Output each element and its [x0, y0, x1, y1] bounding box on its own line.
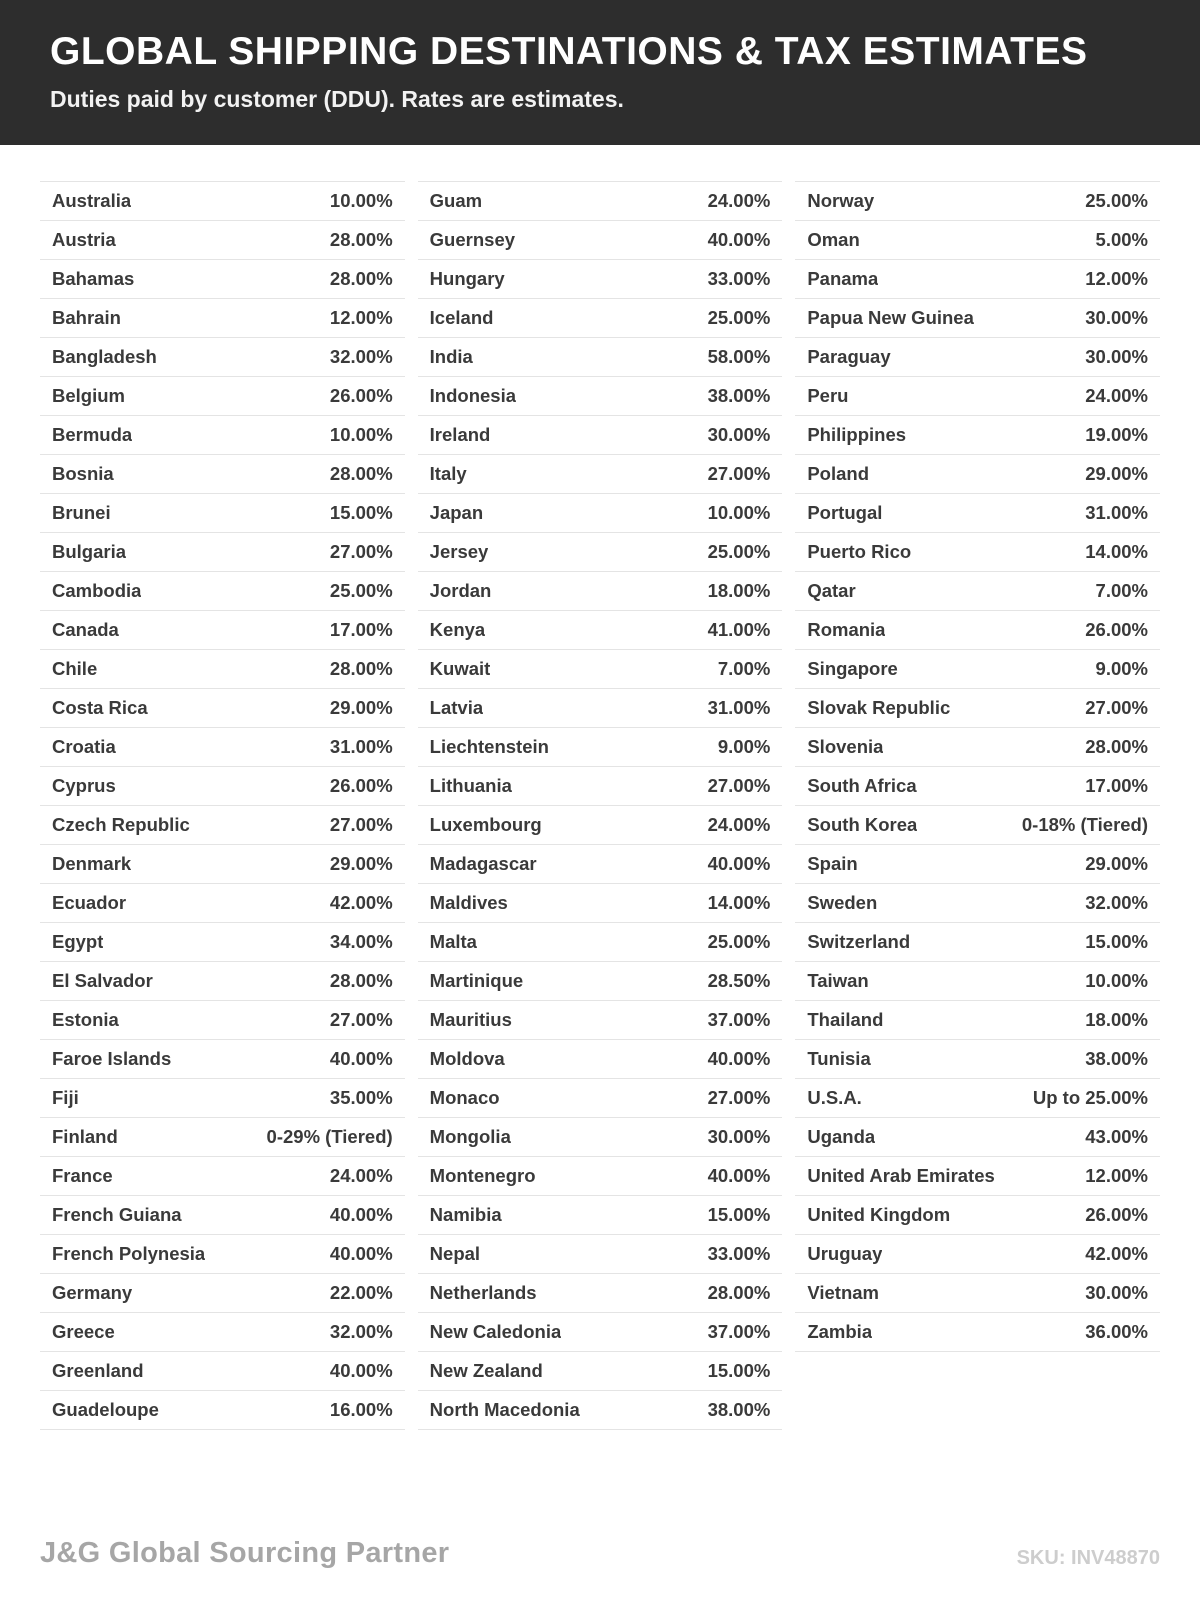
tax-rate: 15.00% [707, 1359, 771, 1381]
country-name: Mauritius [429, 1008, 512, 1030]
country-name: Costa Rica [52, 696, 148, 718]
country-name: Zambia [807, 1320, 873, 1342]
rate-row [795, 845, 1160, 884]
rate-row [40, 1001, 405, 1040]
tax-rate: 40.00% [707, 1164, 771, 1186]
tax-rate: 5.00% [1095, 228, 1149, 250]
country-name: El Salvador [52, 969, 153, 991]
rate-row [795, 689, 1160, 728]
tax-rate: 42.00% [1085, 1242, 1149, 1264]
country-name: Nepal [429, 1242, 481, 1264]
rate-row [795, 806, 1160, 845]
tax-rate: 22.00% [329, 1281, 393, 1303]
country-name: Martinique [429, 969, 524, 991]
rate-row [40, 806, 405, 845]
rate-column-1 [40, 181, 405, 1430]
tax-rate: 37.00% [707, 1320, 771, 1342]
country-name: Panama [807, 267, 879, 289]
country-name: Slovak Republic [807, 696, 951, 718]
country-name: Chile [52, 657, 98, 679]
country-name: Belgium [52, 384, 125, 406]
country-name: Cambodia [52, 579, 142, 601]
rate-row [418, 416, 783, 455]
country-name: South Korea [807, 813, 918, 835]
rate-column-3 [795, 181, 1160, 1352]
rate-row [418, 1274, 783, 1313]
tax-rate: 9.00% [1095, 657, 1149, 679]
country-name: Vietnam [807, 1281, 879, 1303]
country-name: Tunisia [807, 1047, 871, 1069]
tax-rate: 17.00% [1085, 774, 1149, 796]
rate-row [795, 377, 1160, 416]
rate-row [40, 1157, 405, 1196]
tax-rate: 31.00% [1085, 501, 1149, 523]
rate-row [418, 299, 783, 338]
tax-rate: 28.00% [329, 267, 393, 289]
tax-rate: 24.00% [707, 813, 771, 835]
rate-row [418, 650, 783, 689]
header [0, 0, 1200, 145]
rate-row [40, 962, 405, 1001]
country-name: Denmark [52, 852, 132, 874]
rate-row [795, 611, 1160, 650]
tax-rate: 40.00% [707, 228, 771, 250]
rate-row [40, 260, 405, 299]
tax-rate: 25.00% [1085, 189, 1149, 211]
country-name: Namibia [429, 1203, 502, 1225]
rate-row [795, 923, 1160, 962]
rate-row [795, 1196, 1160, 1235]
country-name: Latvia [429, 696, 484, 718]
tax-rate: 27.00% [329, 813, 393, 835]
tax-rate: 36.00% [1085, 1320, 1149, 1342]
tax-rate: 15.00% [1085, 930, 1149, 952]
country-name: Portugal [807, 501, 883, 523]
country-name: Singapore [807, 657, 898, 679]
tax-rate: 25.00% [707, 306, 771, 328]
country-name: United Kingdom [807, 1203, 951, 1225]
country-name: Brunei [52, 501, 111, 523]
rate-row [418, 689, 783, 728]
rate-row [40, 767, 405, 806]
rate-row [40, 1391, 405, 1430]
rate-row [418, 1040, 783, 1079]
tax-rate: 26.00% [1085, 618, 1149, 640]
tax-rate: 42.00% [329, 891, 393, 913]
rate-row [40, 689, 405, 728]
rate-row [418, 806, 783, 845]
tax-rate: 28.50% [707, 969, 771, 991]
rate-row [418, 728, 783, 767]
tax-rate: 25.00% [707, 540, 771, 562]
tax-rate: 25.00% [329, 579, 393, 601]
rate-row [40, 650, 405, 689]
tax-rate: 14.00% [1085, 540, 1149, 562]
country-name: Malta [429, 930, 477, 952]
rate-row [418, 962, 783, 1001]
country-name: Bulgaria [52, 540, 127, 562]
rate-row [418, 1391, 783, 1430]
tax-rate: 9.00% [717, 735, 771, 757]
tax-rate: 15.00% [329, 501, 393, 523]
country-name: Thailand [807, 1008, 884, 1030]
country-name: Greece [52, 1320, 115, 1342]
rate-column-2 [418, 181, 783, 1430]
country-name: Switzerland [807, 930, 911, 952]
country-name: Czech Republic [52, 813, 190, 835]
country-name: Croatia [52, 735, 116, 757]
footer [40, 1537, 1160, 1570]
tax-rate: 28.00% [329, 969, 393, 991]
tax-rate: 26.00% [1085, 1203, 1149, 1225]
tax-rate: 41.00% [707, 618, 771, 640]
country-name: Faroe Islands [52, 1047, 172, 1069]
rate-row [795, 767, 1160, 806]
rate-row [40, 494, 405, 533]
rate-row [40, 1196, 405, 1235]
rate-row [795, 416, 1160, 455]
rate-row [795, 182, 1160, 221]
rate-row [40, 299, 405, 338]
rate-row [418, 338, 783, 377]
rate-row [795, 962, 1160, 1001]
country-name: Ecuador [52, 891, 127, 913]
tax-rate: 26.00% [329, 384, 393, 406]
tax-rate: 32.00% [1085, 891, 1149, 913]
tax-rate: 38.00% [707, 1398, 771, 1420]
country-name: France [52, 1164, 113, 1186]
rate-row [418, 1157, 783, 1196]
rate-row [418, 1235, 783, 1274]
rate-row [795, 1235, 1160, 1274]
tax-rate: 27.00% [707, 774, 771, 796]
tax-rate: 7.00% [717, 657, 771, 679]
country-name: Austria [52, 228, 116, 250]
country-name: Mongolia [429, 1125, 511, 1147]
country-name: Puerto Rico [807, 540, 912, 562]
country-name: Peru [807, 384, 849, 406]
rate-row [795, 338, 1160, 377]
country-name: India [429, 345, 473, 367]
tax-rate: 40.00% [329, 1359, 393, 1381]
tax-rate: 15.00% [707, 1203, 771, 1225]
tax-rate: 24.00% [1085, 384, 1149, 406]
tax-rate: 32.00% [329, 345, 393, 367]
rate-row [40, 1352, 405, 1391]
rate-row [40, 1274, 405, 1313]
country-name: New Caledonia [429, 1320, 562, 1342]
tax-rate: 27.00% [329, 540, 393, 562]
country-name: Madagascar [429, 852, 537, 874]
country-name: Montenegro [429, 1164, 536, 1186]
country-name: French Polynesia [52, 1242, 206, 1264]
rate-row [795, 1157, 1160, 1196]
tax-rate: 28.00% [707, 1281, 771, 1303]
country-name: Bangladesh [52, 345, 157, 367]
country-name: Bermuda [52, 423, 133, 445]
rate-row [795, 1274, 1160, 1313]
tax-rate: 12.00% [1085, 267, 1149, 289]
tax-rate: 27.00% [707, 462, 771, 484]
tax-rate: 17.00% [329, 618, 393, 640]
rate-row [40, 884, 405, 923]
country-name: Bahamas [52, 267, 135, 289]
tax-rate: 12.00% [329, 306, 393, 328]
rate-row [40, 845, 405, 884]
country-name: Sweden [807, 891, 878, 913]
country-name: Estonia [52, 1008, 119, 1030]
tax-rate: 7.00% [1095, 579, 1149, 601]
tax-rate: 10.00% [1085, 969, 1149, 991]
rate-row [40, 1313, 405, 1352]
rate-row [418, 767, 783, 806]
tax-rate: 10.00% [707, 501, 771, 523]
tax-rate: 33.00% [707, 1242, 771, 1264]
rate-row [418, 1001, 783, 1040]
country-name: Uganda [807, 1125, 876, 1147]
rate-row [795, 455, 1160, 494]
rate-row [418, 845, 783, 884]
rate-row [418, 1196, 783, 1235]
tax-rate: 28.00% [329, 657, 393, 679]
country-name: New Zealand [429, 1359, 543, 1381]
sku-label: SKU: INV48870 [1016, 1547, 1160, 1569]
country-name: Moldova [429, 1047, 505, 1069]
rate-row [795, 1079, 1160, 1118]
country-name: Luxembourg [429, 813, 542, 835]
country-name: Egypt [52, 930, 104, 952]
rate-row [418, 494, 783, 533]
tax-rate: 28.00% [329, 462, 393, 484]
rate-row [418, 1352, 783, 1391]
rate-row [40, 455, 405, 494]
tax-rate: 10.00% [329, 189, 393, 211]
country-name: Jersey [429, 540, 489, 562]
country-name: Hungary [429, 267, 505, 289]
rate-row [795, 221, 1160, 260]
tax-rate: 24.00% [329, 1164, 393, 1186]
tax-rate: 28.00% [329, 228, 393, 250]
tax-rate: 24.00% [707, 189, 771, 211]
country-name: French Guiana [52, 1203, 182, 1225]
tax-rate: 30.00% [1085, 306, 1149, 328]
rate-row [40, 377, 405, 416]
country-name: Guam [429, 189, 483, 211]
country-name: Qatar [807, 579, 856, 601]
country-name: Ireland [429, 423, 491, 445]
country-name: Cyprus [52, 774, 116, 796]
rate-row [418, 182, 783, 221]
rate-row [418, 884, 783, 923]
country-name: Guadeloupe [52, 1398, 159, 1420]
tax-rate: 58.00% [707, 345, 771, 367]
tax-rate: 30.00% [1085, 345, 1149, 367]
country-name: Greenland [52, 1359, 144, 1381]
rate-row [795, 533, 1160, 572]
country-name: Norway [807, 189, 875, 211]
tax-rate: 29.00% [1085, 852, 1149, 874]
country-name: Jordan [429, 579, 492, 601]
rate-row [795, 1040, 1160, 1079]
rate-row [40, 416, 405, 455]
tax-rate: 18.00% [1085, 1008, 1149, 1030]
rate-row [418, 923, 783, 962]
country-name: Iceland [429, 306, 494, 328]
country-name: Guernsey [429, 228, 516, 250]
tax-rate: 43.00% [1085, 1125, 1149, 1147]
brand-name: J&G Global Sourcing Partner [40, 1537, 450, 1569]
country-name: Fiji [52, 1086, 79, 1108]
country-name: Netherlands [429, 1281, 537, 1303]
rate-row [40, 923, 405, 962]
country-name: North Macedonia [429, 1398, 580, 1420]
country-name: Italy [429, 462, 467, 484]
country-name: United Arab Emirates [807, 1164, 995, 1186]
country-name: Bosnia [52, 462, 114, 484]
rate-row [40, 572, 405, 611]
rate-row [795, 1118, 1160, 1157]
country-name: Taiwan [807, 969, 869, 991]
tax-rate: 30.00% [707, 1125, 771, 1147]
tax-rate: 0-18% (Tiered) [1021, 813, 1149, 835]
rate-row [418, 455, 783, 494]
tax-rate: 35.00% [329, 1086, 393, 1108]
rates-table [0, 145, 1200, 1430]
rate-row [40, 728, 405, 767]
rate-row [795, 299, 1160, 338]
rate-row [795, 728, 1160, 767]
country-name: Japan [429, 501, 484, 523]
tax-rate: 32.00% [329, 1320, 393, 1342]
page-subtitle: Duties paid by customer (DDU). Rates are estimates. [50, 85, 624, 112]
country-name: Lithuania [429, 774, 512, 796]
country-name: Canada [52, 618, 119, 640]
country-name: Maldives [429, 891, 508, 913]
tax-rate: 12.00% [1085, 1164, 1149, 1186]
tax-rate: 16.00% [329, 1398, 393, 1420]
tax-rate: 34.00% [329, 930, 393, 952]
tax-rate: 29.00% [1085, 462, 1149, 484]
rate-row [795, 650, 1160, 689]
tax-rate: 33.00% [707, 267, 771, 289]
tax-rate: 37.00% [707, 1008, 771, 1030]
country-name: Bahrain [52, 306, 121, 328]
rate-row [418, 533, 783, 572]
rate-row [418, 572, 783, 611]
country-name: Paraguay [807, 345, 891, 367]
rate-row [40, 182, 405, 221]
tax-rate: 14.00% [707, 891, 771, 913]
country-name: Liechtenstein [429, 735, 549, 757]
country-name: Philippines [807, 423, 907, 445]
rate-row [40, 533, 405, 572]
rate-row [795, 494, 1160, 533]
tax-rate: 18.00% [707, 579, 771, 601]
rate-row [40, 221, 405, 260]
rate-row [418, 611, 783, 650]
country-name: Australia [52, 189, 132, 211]
rate-row [795, 1001, 1160, 1040]
country-name: Germany [52, 1281, 133, 1303]
country-name: Slovenia [807, 735, 884, 757]
tax-rate: 28.00% [1085, 735, 1149, 757]
tax-rate: 40.00% [329, 1047, 393, 1069]
tax-rate: 30.00% [707, 423, 771, 445]
tax-rate: 19.00% [1085, 423, 1149, 445]
rate-row [418, 1079, 783, 1118]
tax-rate: 25.00% [707, 930, 771, 952]
rate-row [795, 572, 1160, 611]
tax-rate: 10.00% [329, 423, 393, 445]
rate-row [418, 260, 783, 299]
page-title: GLOBAL SHIPPING DESTINATIONS & TAX ESTIMATES [50, 30, 1088, 73]
tax-rate: 27.00% [1085, 696, 1149, 718]
tax-rate: 40.00% [707, 852, 771, 874]
rate-row [418, 221, 783, 260]
country-name: U.S.A. [807, 1086, 862, 1108]
tax-rate: 27.00% [329, 1008, 393, 1030]
rate-row [40, 338, 405, 377]
rate-row [795, 260, 1160, 299]
tax-rate: 30.00% [1085, 1281, 1149, 1303]
country-name: Uruguay [807, 1242, 883, 1264]
country-name: Romania [807, 618, 886, 640]
tax-rate: 40.00% [329, 1242, 393, 1264]
tax-rate: 27.00% [707, 1086, 771, 1108]
country-name: Monaco [429, 1086, 500, 1108]
country-name: Poland [807, 462, 870, 484]
rate-row [795, 884, 1160, 923]
country-name: Kuwait [429, 657, 491, 679]
tax-rate: 26.00% [329, 774, 393, 796]
rate-row [40, 1235, 405, 1274]
country-name: Oman [807, 228, 860, 250]
rate-row [795, 1313, 1160, 1352]
rate-row [418, 377, 783, 416]
country-name: Finland [52, 1125, 118, 1147]
rate-row [40, 1118, 405, 1157]
tax-rate: 40.00% [707, 1047, 771, 1069]
country-name: Spain [807, 852, 858, 874]
country-name: Indonesia [429, 384, 517, 406]
tax-rate: 31.00% [707, 696, 771, 718]
rate-row [418, 1313, 783, 1352]
tax-rate: 38.00% [1085, 1047, 1149, 1069]
tax-rate: 40.00% [329, 1203, 393, 1225]
rate-row [40, 1079, 405, 1118]
country-name: Kenya [429, 618, 486, 640]
country-name: South Africa [807, 774, 917, 796]
tax-rate: 31.00% [329, 735, 393, 757]
rate-row [40, 1040, 405, 1079]
tax-rate: Up to 25.00% [1032, 1086, 1149, 1108]
rate-row [40, 611, 405, 650]
rate-row [418, 1118, 783, 1157]
country-name: Papua New Guinea [807, 306, 974, 328]
tax-rate: 29.00% [329, 852, 393, 874]
tax-rate: 29.00% [329, 696, 393, 718]
tax-rate: 0-29% (Tiered) [266, 1125, 393, 1147]
tax-rate: 38.00% [707, 384, 771, 406]
